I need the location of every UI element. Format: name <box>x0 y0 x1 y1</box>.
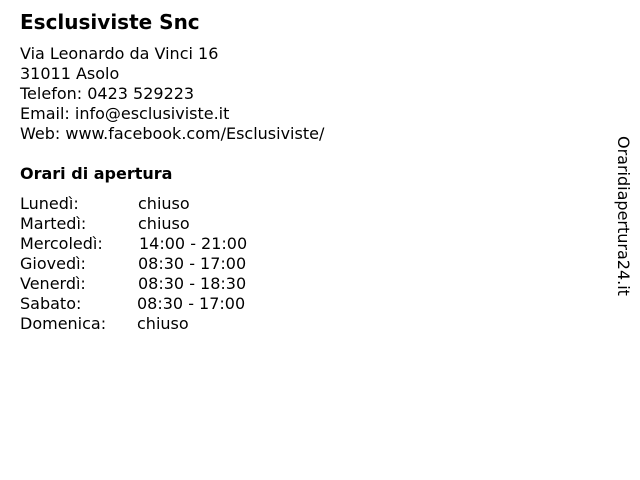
phone-number: Telefon: 0423 529223 <box>20 84 195 103</box>
day-hours: chiuso <box>137 314 189 333</box>
site-watermark: Oraridiapertura24.it <box>614 136 633 296</box>
day-hours: 08:30 - 17:00 <box>137 294 246 313</box>
day-label: Mercoledì: <box>20 234 103 253</box>
day-label: Sabato: <box>20 294 82 313</box>
opening-hours-heading: Orari di apertura <box>20 164 173 183</box>
day-hours: 08:30 - 17:00 <box>138 254 247 273</box>
day-label: Domenica: <box>20 314 107 333</box>
day-label: Lunedì: <box>20 194 79 213</box>
business-name: Esclusiviste Snc <box>20 10 200 34</box>
day-label: Venerdì: <box>20 274 86 293</box>
day-hours: chiuso <box>138 214 190 233</box>
day-label: Giovedì: <box>20 254 86 273</box>
day-label: Martedì: <box>20 214 87 233</box>
day-hours: 14:00 - 21:00 <box>139 234 248 253</box>
street-address: Via Leonardo da Vinci 16 <box>20 44 219 63</box>
day-hours: 08:30 - 18:30 <box>138 274 247 293</box>
day-hours: chiuso <box>138 194 190 213</box>
city-address: 31011 Asolo <box>20 64 120 83</box>
website-url: Web: www.facebook.com/Esclusiviste/ <box>20 124 325 143</box>
email-address: Email: info@esclusiviste.it <box>20 104 230 123</box>
contact-info <box>20 44 324 144</box>
